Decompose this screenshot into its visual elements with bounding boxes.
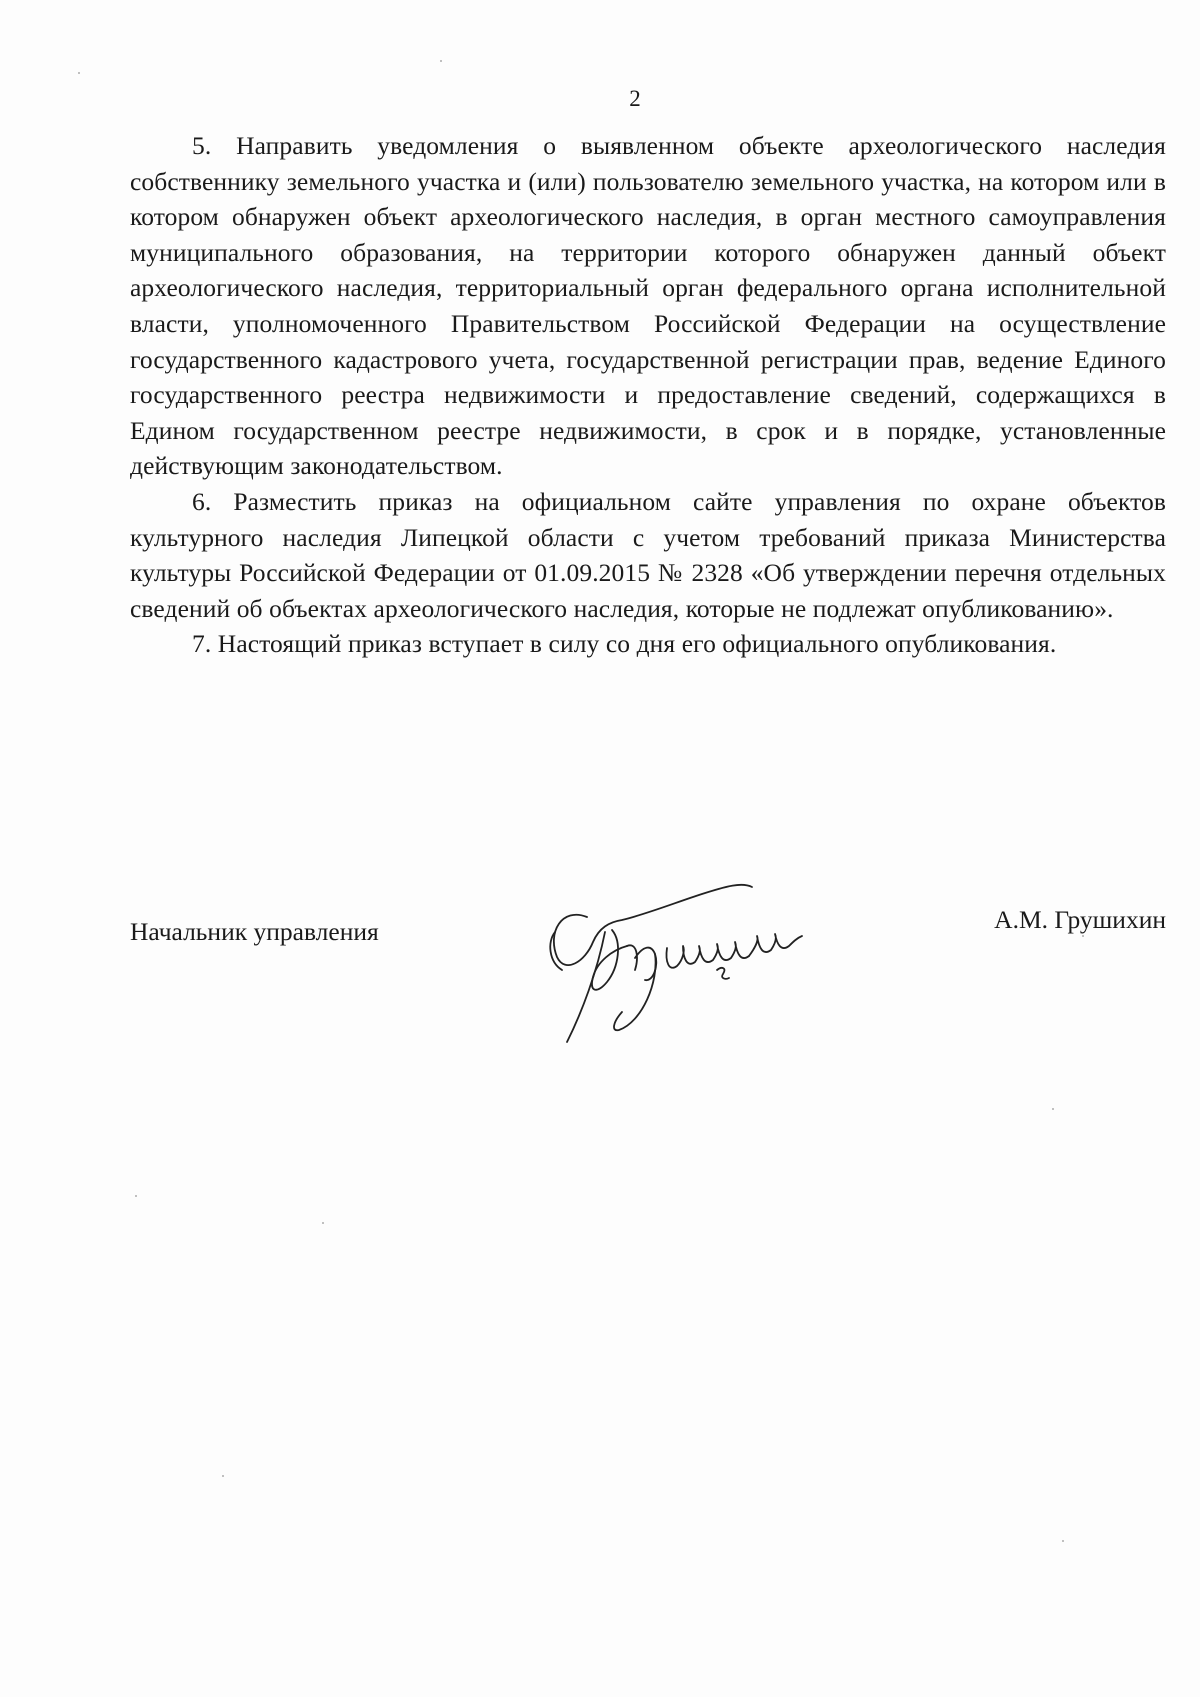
signatory-name: А.М. Грушихин — [994, 905, 1166, 934]
scan-speck — [135, 1195, 137, 1197]
signatory-position: Начальник управления — [130, 917, 379, 946]
document-body — [130, 128, 1166, 662]
paragraph-7: 7. Настоящий приказ вступает в силу со дня его официального опубликования. — [192, 629, 1057, 659]
paragraph-6: 6. Разместить приказ на официальном сайте управления по охране объектов культурного наследия Липецкой области с учетом требований приказа Министерства культуры Российской Федерации от 01.09.2015 № 2328 «Об утверждении перечня отдельных сведений об объектах археологического наследия, которые не подлежат опубликованию». — [130, 486, 1166, 623]
paragraph-5: 5. Направить уведомления о выявленном объекте археологического наследия собственнику земельного участка и (или) пользователю земельного участка, на котором или в котором обнаружен объект археологического наследия, в орган местного самоуправления муниципального образования, на территории которого обнаружен данный объект археологического наследия, территориальный орган федерального органа исполнительной власти, уполномоченного Правительством Российской Федерации на осуществление государственного кадастрового учета, государственной регистрации прав, ведение Единого государственного реестра недвижимости и предоставление сведений, содержащихся в Едином государственном реестре недвижимости, в срок и в порядке, установленные действующим законодательством. — [130, 131, 1166, 481]
scan-speck — [322, 1222, 324, 1224]
handwritten-signature — [527, 862, 837, 1047]
scan-speck — [1052, 1108, 1054, 1110]
scan-speck — [222, 1475, 224, 1477]
scan-speck — [1082, 935, 1084, 937]
page-number: 2 — [629, 86, 641, 111]
scan-speck — [1062, 1540, 1064, 1542]
scan-speck — [440, 60, 442, 62]
scan-speck — [78, 72, 80, 74]
